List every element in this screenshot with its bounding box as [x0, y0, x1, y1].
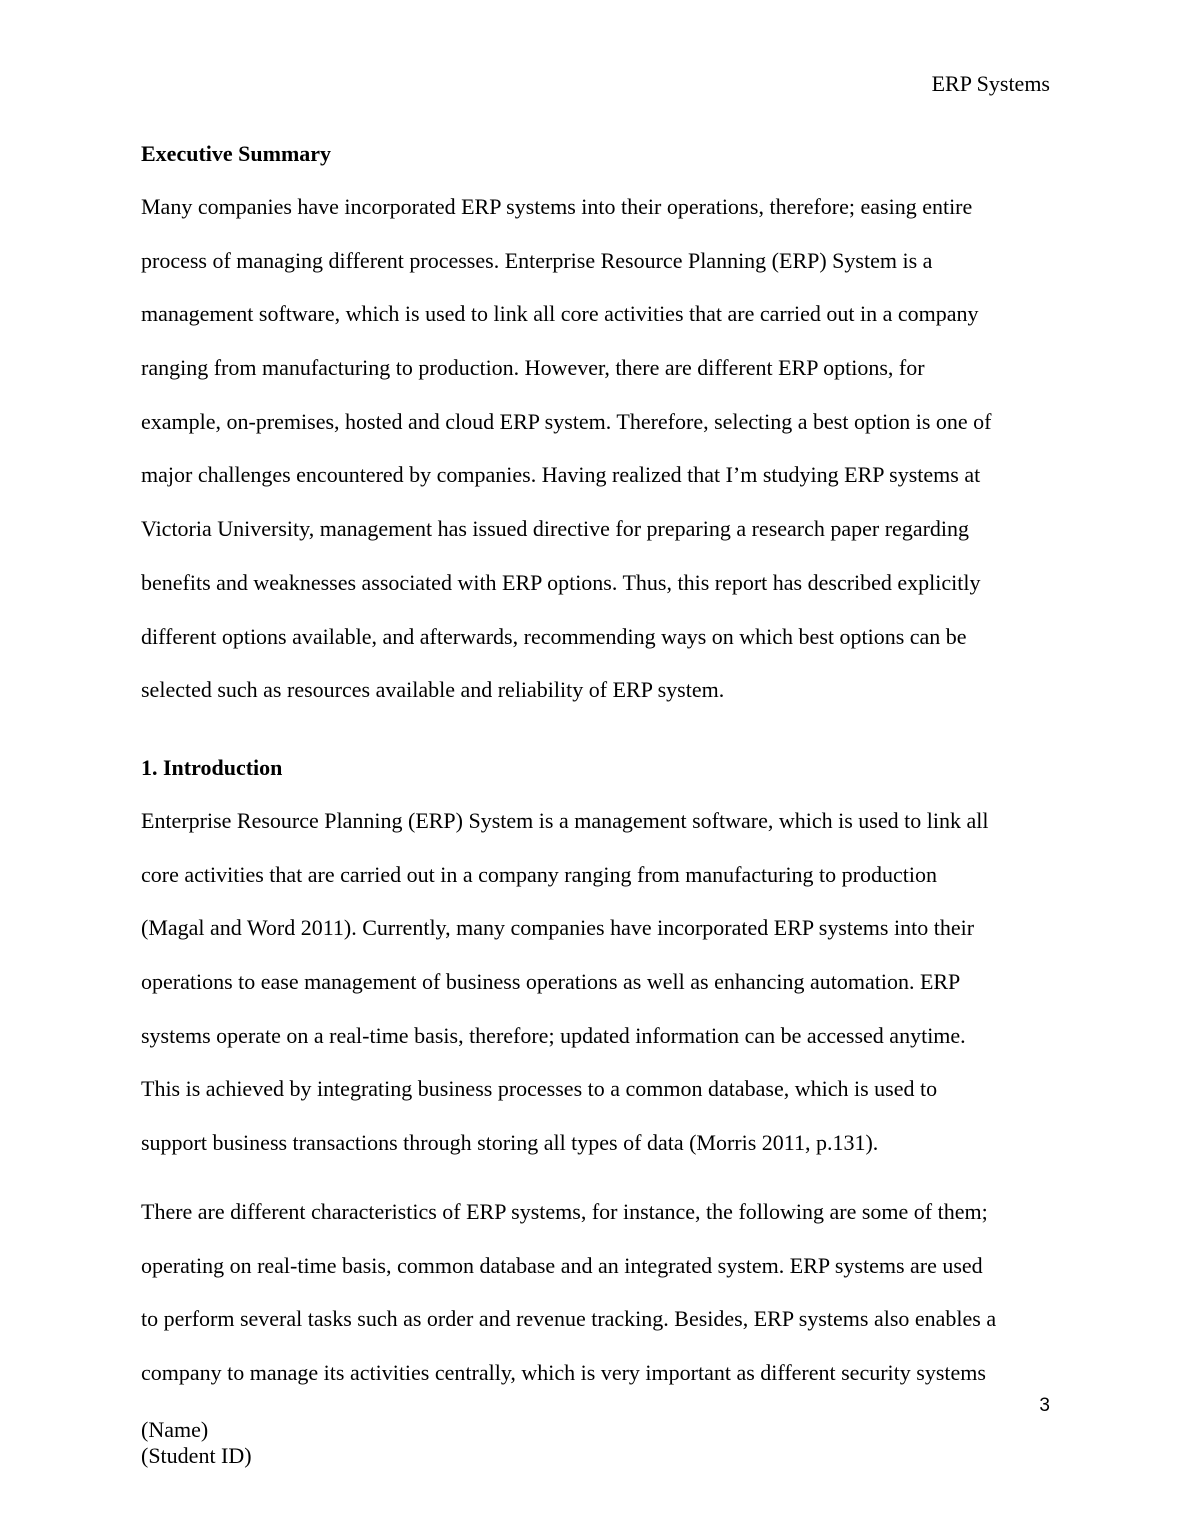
introduction-paragraph-1 [141, 794, 1061, 1170]
paragraph-line: core activities that are carried out in a company ranging from manufacturing to production [141, 861, 937, 887]
introduction-heading: 1. Introduction [141, 755, 283, 780]
paragraph-line: company to manage its activities centrally, which is very important as different security systems [141, 1360, 986, 1386]
introduction-paragraph-2 [141, 1185, 1061, 1400]
paragraph-line: support business transactions through storing all types of data (Morris 2011, p.131). [141, 1130, 879, 1156]
paragraph-line: There are different characteristics of ERP systems, for instance, the following are some of them; [141, 1199, 988, 1224]
paragraph-line: ranging from manufacturing to production. However, there are different ERP options, for [141, 355, 925, 381]
paragraph-line: selected such as resources available and reliability of ERP system. [141, 677, 725, 703]
paragraph-line: to perform several tasks such as order and revenue tracking. Besides, ERP systems also enables a [141, 1306, 997, 1332]
footer-student-id: (Student ID) [141, 1443, 252, 1468]
executive-summary-paragraph [141, 180, 1061, 717]
paragraph-line: example, on-premises, hosted and cloud ERP system. Therefore, selecting a best option is one of [141, 408, 992, 434]
running-header: ERP Systems [931, 71, 1050, 96]
paragraph-line: operating on real-time basis, common database and an integrated system. ERP systems are used [141, 1252, 983, 1278]
paragraph-line: operations to ease management of business operations as well as enhancing automation. ERP [141, 969, 961, 995]
paragraph-line: This is achieved by integrating business processes to a common database, which is used to [141, 1076, 938, 1102]
paragraph-line: systems operate on a real-time basis, therefore; updated information can be accessed anytime. [141, 1022, 966, 1048]
paragraph-line: process of managing different processes. Enterprise Resource Planning (ERP) System is a [141, 247, 933, 273]
page-number: 3 [1039, 1395, 1050, 1416]
paragraph-line: different options available, and afterwards, recommending ways on which best options can be [141, 623, 967, 649]
paragraph-line: benefits and weaknesses associated with ERP options. Thus, this report has described explicitly [141, 569, 981, 595]
paragraph-line: Victoria University, management has issued directive for preparing a research paper regarding [141, 516, 970, 542]
paragraph-line: Many companies have incorporated ERP systems into their operations, therefore; easing entire [141, 194, 973, 219]
paragraph-line: Enterprise Resource Planning (ERP) System is a management software, which is used to link all [141, 808, 989, 833]
footer-name: (Name) [141, 1417, 209, 1442]
footer [141, 1417, 252, 1469]
paragraph-line: major challenges encountered by companies. Having realized that I’m studying ERP systems at [141, 462, 981, 488]
paragraph-line: (Magal and Word 2011). Currently, many companies have incorporated ERP systems into their [141, 915, 975, 941]
executive-summary-heading: Executive Summary [141, 141, 332, 166]
paragraph-line: management software, which is used to link all core activities that are carried out in a company [141, 301, 979, 327]
